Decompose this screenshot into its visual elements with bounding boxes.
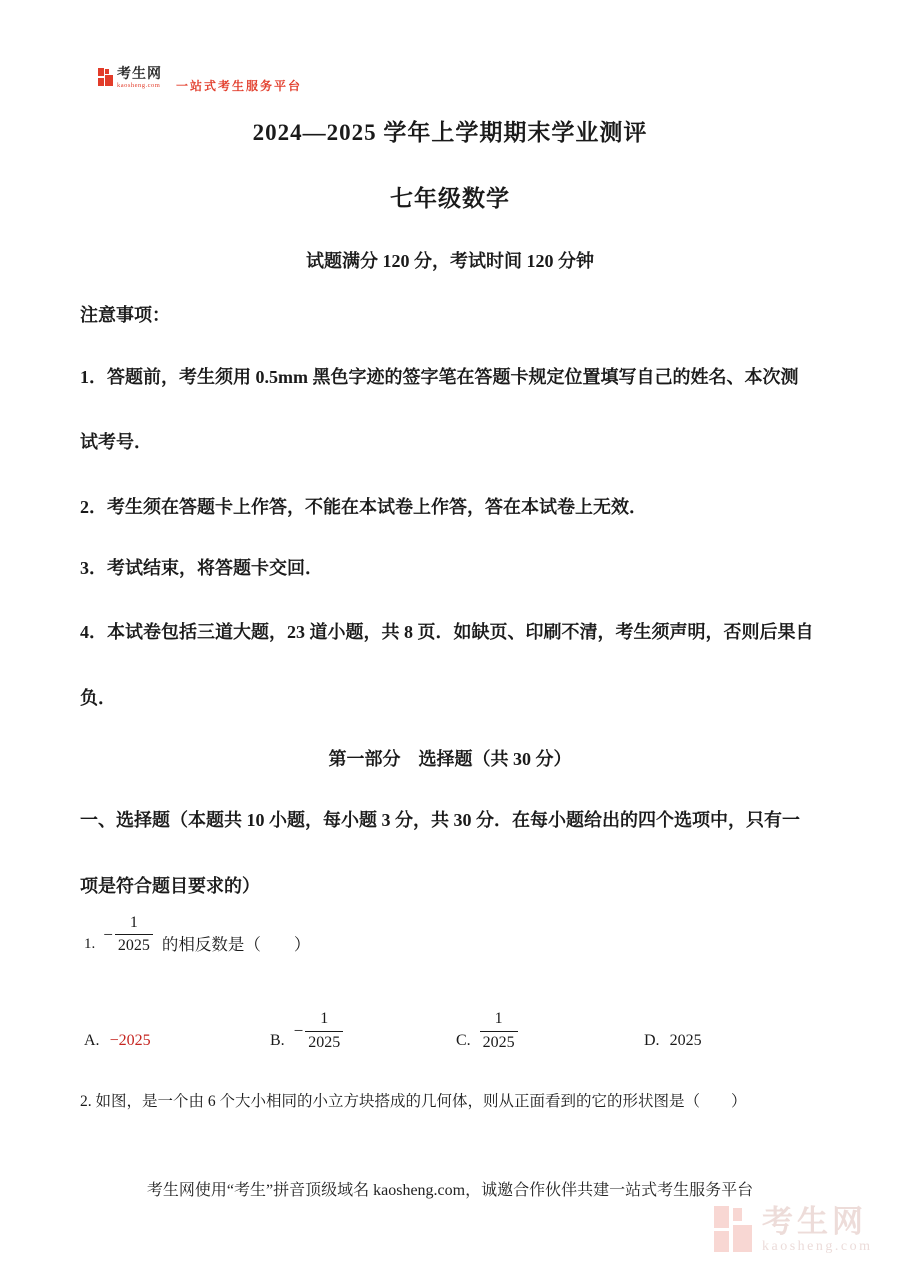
option-c-label: C. <box>456 1032 471 1049</box>
question-1 <box>84 914 310 956</box>
fraction-denominator: 2025 <box>308 1033 341 1051</box>
part1-heading: 第一部分 选择题（共 30 分） <box>328 749 572 769</box>
fraction-minus-sign: − <box>103 924 113 944</box>
fraction-minus-sign: − <box>293 1021 304 1041</box>
fraction <box>480 1010 518 1052</box>
fraction <box>115 914 153 956</box>
option-d-label: D. <box>644 1032 660 1049</box>
notice-item-2: 2．考生须在答题卡上作答，不能在本试卷上作答，答在本试卷上无效． <box>80 497 647 517</box>
page-title: 2024—2025 学年上学期期末学业测评 <box>252 120 648 145</box>
header-logo <box>98 68 302 94</box>
fraction-denominator: 2025 <box>117 937 150 955</box>
question-1-text: 的相反数是（ ） <box>161 934 311 954</box>
kaosheng-logo-icon <box>714 1206 752 1252</box>
watermark-domain: kaosheng.com <box>762 1239 873 1254</box>
notice-item-1-line-2: 试考号． <box>80 432 152 452</box>
notice-item-4-line-1: 4．本试卷包括三道大题，23 道小题，共 8 页．如缺页、印刷不清，考生须声明，否则后果自 <box>80 622 814 642</box>
brand-slogan: 一站式考生服务平台 <box>176 79 303 93</box>
watermark <box>714 1206 872 1254</box>
option-b-fraction <box>294 1010 344 1052</box>
notice-item-4-line-2: 负． <box>80 688 116 708</box>
notice-item-3: 3．考试结束，将答题卡交回． <box>80 558 323 578</box>
footer-note: 考生网使用“考生”拼音顶级域名 kaosheng.com，诚邀合作伙伴共建一站式考生服务平台 <box>146 1182 754 1199</box>
option-a-value: −2025 <box>109 1032 151 1049</box>
fraction-numerator: 1 <box>115 914 153 935</box>
option-c <box>456 1010 518 1052</box>
grade-subject-title: 七年级数学 <box>390 186 510 211</box>
fraction-numerator: 1 <box>480 1010 518 1031</box>
option-a-label: A. <box>84 1032 100 1049</box>
option-a <box>84 1032 151 1052</box>
brand-domain: kaosheng.com <box>117 82 161 89</box>
option-c-fraction <box>480 1010 518 1052</box>
notice-heading: 注意事项： <box>80 305 170 325</box>
question-1-fraction <box>103 914 153 956</box>
fraction-denominator: 2025 <box>482 1033 515 1051</box>
option-d-value: 2025 <box>669 1032 702 1049</box>
section-instruction-line-1: 一、选择题（本题共 10 小题，每小题 3 分，共 30 分．在每小题给出的四个选项中，只有一 <box>80 810 800 830</box>
watermark-text-block <box>762 1206 872 1254</box>
fraction <box>305 1010 343 1052</box>
notice-item-1-line-1: 1．答题前，考生须用 0.5mm 黑色字迹的签字笔在答题卡规定位置填写自己的姓名、本次测 <box>80 367 799 387</box>
question-2-text: 2. 如图，是一个由 6 个大小相同的小立方块搭成的几何体，则从正面看到的它的形状图是（ ） <box>80 1093 747 1110</box>
section-instruction-line-2: 项是符合题目要求的） <box>80 876 260 896</box>
kaosheng-logo-icon <box>98 68 113 86</box>
watermark-name: 考生网 <box>762 1204 867 1239</box>
option-b-label: B. <box>270 1032 285 1049</box>
exam-info: 试题满分 120 分，考试时间 120 分钟 <box>306 251 594 271</box>
question-1-number: 1. <box>84 935 96 952</box>
question-1-options <box>80 1004 860 1052</box>
fraction-numerator: 1 <box>305 1010 343 1031</box>
brand-block <box>117 68 162 90</box>
brand-name: 考生网 <box>117 67 162 82</box>
option-b <box>270 1010 343 1052</box>
option-d <box>644 1032 702 1052</box>
